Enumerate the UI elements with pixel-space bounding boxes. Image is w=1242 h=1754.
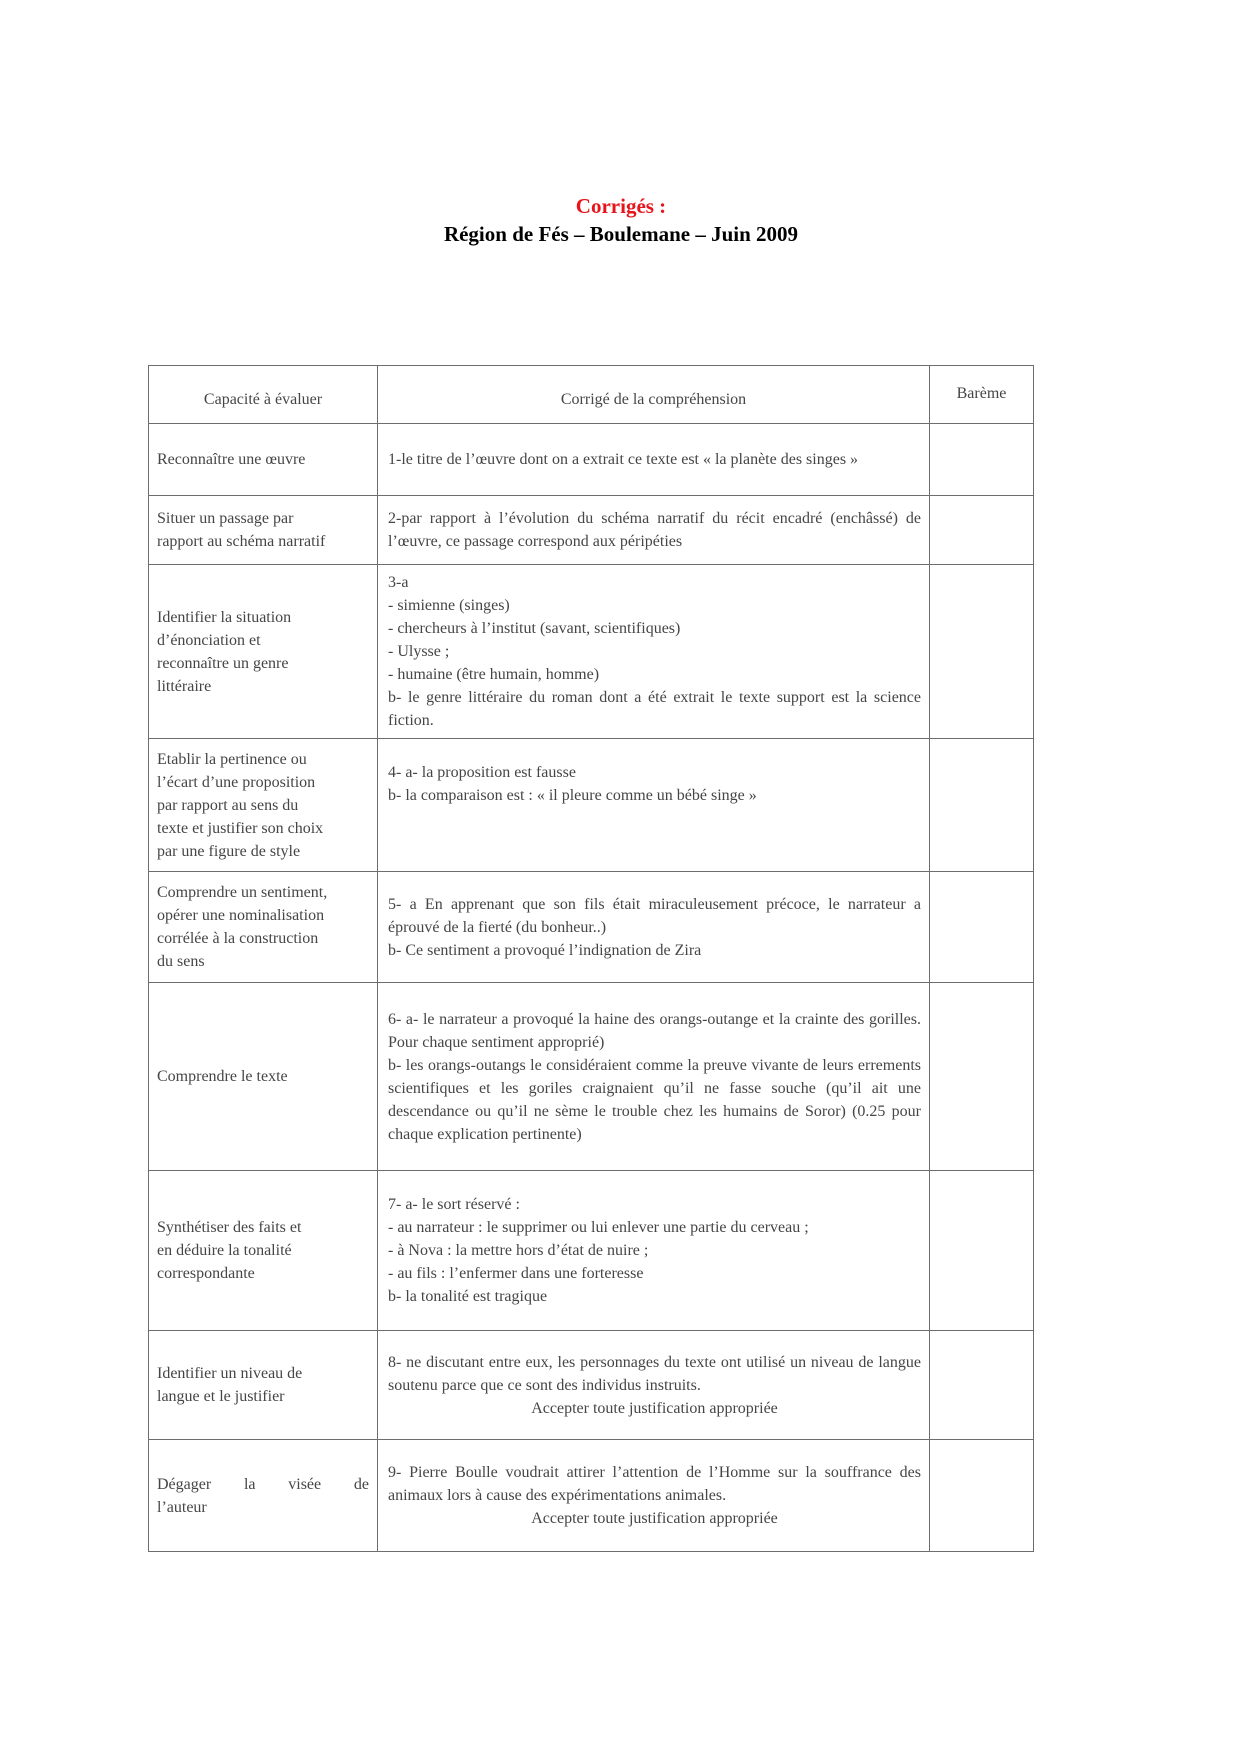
bareme-cell: [930, 1440, 1034, 1552]
corrige-line: b- le genre littéraire du roman dont a été extrait le texte support est la science fiction.: [388, 689, 921, 729]
capacite-line: corrélée à la construction: [157, 930, 319, 947]
capacite-cell: [149, 565, 378, 739]
corrige-cell: [378, 739, 930, 872]
capacite-line: langue et le justifier: [157, 1388, 285, 1405]
bareme-cell: [930, 1171, 1034, 1331]
capacite-line: Situer un passage par: [157, 510, 294, 527]
corrige-line: 2-par rapport à l’évolution du schéma narratif du récit encadré (enchâssé) de l’œuvre, ce passage correspond aux péripéties: [388, 510, 921, 550]
capacite-line: reconnaître un genre: [157, 654, 289, 672]
corrige-cell: [378, 872, 930, 983]
bareme-cell: [930, 424, 1034, 496]
capacite-line: Etablir la pertinence ou: [157, 750, 307, 768]
bareme-cell: [930, 739, 1034, 872]
capacite-line: du sens: [157, 953, 205, 970]
capacite-line: rapport au schéma narratif: [157, 533, 326, 550]
corrige-cell: [378, 565, 930, 739]
capacite-line: Comprendre un sentiment,: [157, 884, 328, 901]
corrige-line: b- la comparaison est : « il pleure comme un bébé singe »: [388, 787, 757, 804]
capacite-cell: [149, 1171, 378, 1331]
bareme-cell: [930, 1331, 1034, 1440]
corrige-line: 6- a- le narrateur a provoqué la haine des orangs-outange et la crainte des gorilles. Pour chaque sentiment approprié): [388, 1010, 921, 1051]
header-capacite: Capacité à évaluer: [149, 366, 378, 424]
acceptance-note: Accepter toute justification appropriée: [531, 1399, 778, 1417]
capacite-line: en déduire la tonalité: [157, 1242, 292, 1259]
corrige-cell: [378, 1171, 930, 1331]
corrige-line: - simienne (singes): [388, 597, 510, 614]
table-row: [149, 1331, 1034, 1440]
acceptance-note: Accepter toute justification appropriée: [531, 1510, 778, 1527]
table-row: [149, 1440, 1034, 1552]
capacite-line: Comprendre le texte: [157, 1068, 288, 1085]
corrige-line: b- la tonalité est tragique: [388, 1288, 548, 1305]
bareme-cell: [930, 983, 1034, 1171]
capacite-line: Synthétiser des faits et: [157, 1219, 302, 1236]
table-row: [149, 1171, 1034, 1331]
bareme-cell: [930, 496, 1034, 565]
corrige-line: 5- a En apprenant que son fils était miraculeusement précoce, le narrateur a éprouvé de la fierté (du bonheur..): [388, 895, 921, 936]
capacite-cell: [149, 872, 378, 983]
capacite-cell: [149, 739, 378, 872]
capacite-line: Identifier la situation: [157, 608, 292, 626]
capacite-line: par une figure de style: [157, 842, 301, 860]
corrige-line: - au fils : l’enfermer dans une forteresse: [388, 1265, 644, 1282]
capacite-line: par rapport au sens du: [157, 796, 299, 814]
corrige-line: - au narrateur : le supprimer ou lui enlever une partie du cerveau ;: [388, 1219, 809, 1236]
bareme-cell: [930, 565, 1034, 739]
capacite-cell: [149, 983, 378, 1171]
capacite-cell: [149, 1440, 378, 1552]
corrige-cell: [378, 1331, 930, 1440]
corrige-line: b- les orangs-outangs le considéraient comme la preuve vivante de leurs errements scientifiques et les goriles craignaient qu’il ne fasse souche (qu’il ait une descendance ou qu’il ne sème le trouble chez les humains de Soror) (0.25 pour chaque explication pertinente): [388, 1056, 921, 1143]
capacite-line: Identifier un niveau de: [157, 1365, 303, 1382]
corrige-line: 4- a- la proposition est fausse: [388, 764, 576, 781]
capacite-cell: [149, 424, 378, 496]
capacite-line: correspondante: [157, 1265, 255, 1282]
capacite-line: l’auteur: [157, 1498, 207, 1516]
corrige-cell: [378, 1440, 930, 1552]
heading-region-date: Région de Fés – Boulemane – Juin 2009: [443, 222, 799, 246]
corrige-line: - à Nova : la mettre hors d’état de nuire ;: [388, 1242, 649, 1259]
corrige-line: 1-le titre de l’œuvre dont on a extrait ce texte est « la planète des singes »: [388, 451, 859, 468]
capacite-line: d’énonciation et: [157, 631, 261, 649]
table-row: [149, 496, 1034, 565]
corrige-line: 3-a: [388, 574, 409, 591]
heading-corriges: Corrigés :: [575, 194, 667, 218]
table-row: [149, 424, 1034, 496]
corrige-cell: [378, 496, 930, 565]
corrige-line: - Ulysse ;: [388, 643, 450, 660]
table-row: [149, 565, 1034, 739]
corrige-line: 9- Pierre Boulle voudrait attirer l’attention de l’Homme sur la souffrance des animaux lors à cause des expérimentations animales.: [388, 1464, 921, 1504]
capacite-line: Dégager la visée de: [157, 1475, 369, 1493]
corrige-cell: [378, 983, 930, 1171]
table-row: [149, 872, 1034, 983]
table-header-row: [149, 366, 1034, 424]
corrige-line: 8- ne discutant entre eux, les personnages du texte ont utilisé un niveau de langue soutenu parce que ce sont des individus instruits.: [388, 1353, 921, 1394]
capacite-line: Reconnaître une œuvre: [157, 451, 306, 468]
table-row: [149, 983, 1034, 1171]
corrige-line: - humaine (être humain, homme): [388, 666, 600, 683]
table-row: [149, 739, 1034, 872]
bareme-cell: [930, 872, 1034, 983]
corrige-line: 7- a- le sort réservé :: [388, 1196, 520, 1213]
corrige-line: - chercheurs à l’institut (savant, scientifiques): [388, 620, 681, 637]
header-bareme: Barème: [930, 366, 1034, 424]
capacite-cell: [149, 496, 378, 565]
page-heading: [0, 192, 1242, 248]
corrige-line: b- Ce sentiment a provoqué l’indignation de Zira: [388, 941, 702, 959]
corrige-cell: [378, 424, 930, 496]
correction-table: [148, 365, 1034, 1552]
capacite-cell: [149, 1331, 378, 1440]
capacite-line: texte et justifier son choix: [157, 819, 324, 837]
capacite-line: littéraire: [157, 677, 212, 695]
capacite-line: l’écart d’une proposition: [157, 773, 316, 791]
header-corrige: Corrigé de la compréhension: [378, 366, 930, 424]
capacite-line: opérer une nominalisation: [157, 907, 325, 924]
